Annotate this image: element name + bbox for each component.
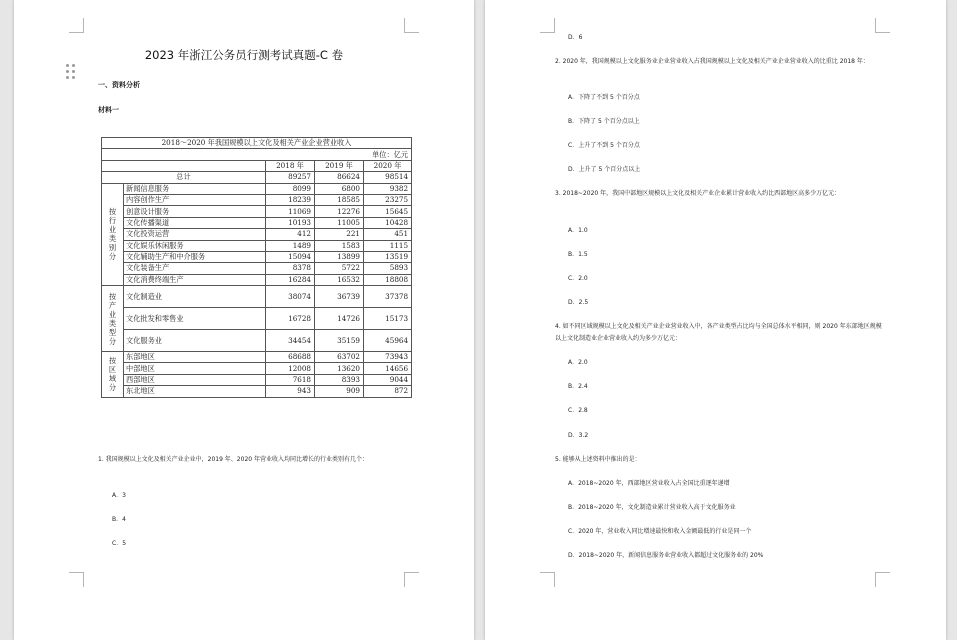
question-5-option-d: D．2018~2020 年，新闻信息服务业营业收入都超过文化服务业的 20% [568,552,764,559]
table-row [102,263,412,274]
question-3-stem: 3. 2018~2020 年，我国中部地区规模以上文化及相关产业企业累计营业收入约比西部地区高多少万亿元： [555,190,841,197]
table-cell-label: 文化娱乐休闲服务 [124,240,266,251]
table-cell: 73943 [364,352,412,363]
table-cell: 872 [364,386,412,397]
crop-mark-top-left [69,18,84,33]
material-heading: 材料一 [98,106,119,114]
table-cell: 7618 [266,374,315,385]
table-cell: 6800 [315,183,364,194]
question-1-option-c: C．5 [112,540,127,547]
table-cell: 9044 [364,374,412,385]
table-row [102,251,412,262]
table-cell: 11005 [315,217,364,228]
crop-mark-top-left [540,18,555,33]
table-group-label: 按 区 域 分 [102,352,124,398]
table-cell: 8099 [266,183,315,194]
table-row [102,374,412,385]
table-row [102,308,412,330]
table-cell: 16532 [315,274,364,285]
table-cell-label: 文化装备生产 [124,263,266,274]
table-cell: 38074 [266,286,315,308]
table-header-year: 2019 年 [315,160,364,171]
table-cell-label: 中部地区 [124,363,266,374]
table-cell: 16728 [266,308,315,330]
table-cell-label: 内容创作生产 [124,194,266,205]
table-cell: 909 [315,386,364,397]
table-cell: 15094 [266,251,315,262]
table-unit: 单位：亿元 [102,149,412,160]
table-row [102,206,412,217]
question-3-option-c: C．2.0 [568,275,588,282]
table-row [102,330,412,352]
table-cell: 18808 [364,274,412,285]
table-cell: 8378 [266,263,315,274]
table-row [102,229,412,240]
table-cell: 63702 [315,352,364,363]
table-cell: 5893 [364,263,412,274]
table-cell: 45964 [364,330,412,352]
table-row [102,363,412,374]
table-header-year: 2018 年 [266,160,315,171]
table-cell: 10193 [266,217,315,228]
table-group-label: 按 行 业 类 别 分 [102,183,124,286]
table-cell: 34454 [266,330,315,352]
block-drag-handle[interactable] [66,64,78,82]
table-header-year: 2020 年 [364,160,412,171]
table-cell: 13899 [315,251,364,262]
table-cell: 98514 [364,172,412,183]
question-3-option-a: A．1.0 [568,227,588,234]
table-cell: 14656 [364,363,412,374]
table-cell: 35159 [315,330,364,352]
question-1-option-a: A．3 [112,492,126,499]
question-5-option-c: C．2020 年，营业收入同比增速最快和收入金额最低的行业是同一个 [568,528,752,535]
table-cell: 36739 [315,286,364,308]
table-cell: 68688 [266,352,315,363]
table-cell: 9382 [364,183,412,194]
question-1-option-d: D．6 [568,34,583,41]
table-cell: 1115 [364,240,412,251]
table-cell: 13620 [315,363,364,374]
question-4-stem: 4. 如不同区域规模以上文化及相关产业企业营业收入中，各产业类型占比均与全国总体水平相同，则 2020 年东部地区规模以上文化制造业企业营业收入约为多少万亿元： [555,323,882,342]
table-cell: 23275 [364,194,412,205]
question-2-option-a: A．下降了不到 5 个百分点 [568,94,640,101]
crop-mark-bottom-right [875,572,890,587]
document-title: 2023 年浙江公务员行测考试真题-C 卷 [144,48,344,62]
crop-mark-bottom-left [69,572,84,587]
question-4-option-d: D．3.2 [568,432,589,439]
table-cell: 10428 [364,217,412,228]
table-cell-label: 总计 [102,172,266,183]
question-2-stem: 2. 2020 年，我国规模以上文化服务业企业营业收入占我国规模以上文化及相关产业企业营业收入的比重比 2018 年： [555,58,869,65]
table-cell-label: 西部地区 [124,374,266,385]
table-cell: 943 [266,386,315,397]
question-5-stem: 5. 能够从上述资料中推出的是： [555,456,641,463]
revenue-table [101,137,412,398]
table-cell: 12008 [266,363,315,374]
table-cell: 14726 [315,308,364,330]
question-2-option-d: D．上升了 5 个百分点以上 [568,166,641,173]
table-cell: 15645 [364,206,412,217]
table-cell: 16284 [266,274,315,285]
table-cell-label: 文化制造业 [124,286,266,308]
table-cell-label: 文化辅助生产和中介服务 [124,251,266,262]
question-5-option-a: A．2018~2020 年，西部地区营业收入占全国比重逐年递增 [568,480,730,487]
table-cell: 221 [315,229,364,240]
table-row [102,274,412,285]
table-cell: 86624 [315,172,364,183]
section-heading: 一、资料分析 [98,81,140,89]
question-1-stem: 1. 我国规模以上文化及相关产业企业中，2019 年、2020 年营业收入均同比增长的行业类别有几个： [98,456,368,463]
document-page-1 [14,0,474,640]
table-cell: 451 [364,229,412,240]
question-3-option-b: B．1.5 [568,251,588,258]
table-cell: 37378 [364,286,412,308]
document-page-2 [485,0,946,640]
table-row [102,183,412,194]
table-cell: 12276 [315,206,364,217]
table-row [102,217,412,228]
table-cell-label: 东北地区 [124,386,266,397]
table-cell: 89257 [266,172,315,183]
question-4-option-a: A．2.0 [568,359,588,366]
table-cell-label: 文化消费终端生产 [124,274,266,285]
table-row [102,386,412,397]
table-cell-label: 文化传播渠道 [124,217,266,228]
crop-mark-bottom-right [404,572,419,587]
table-row [102,240,412,251]
question-4-option-b: B．2.4 [568,383,588,390]
table-cell: 1583 [315,240,364,251]
table-cell: 8393 [315,374,364,385]
question-1-option-b: B．4 [112,516,126,523]
table-cell-label: 文化批发和零售业 [124,308,266,330]
table-row [102,352,412,363]
table-row [102,194,412,205]
question-3-option-d: D．2.5 [568,299,589,306]
table-cell: 1489 [266,240,315,251]
table-row [102,286,412,308]
crop-mark-top-right [404,18,419,33]
table-group-label: 按 产 业 类 型 分 [102,286,124,352]
table-cell-label: 创意设计服务 [124,206,266,217]
table-cell: 13519 [364,251,412,262]
table-cell: 18239 [266,194,315,205]
question-5-option-b: B．2018~2020 年，文化制造业累计营业收入高于文化服务业 [568,504,736,511]
table-row-total [102,172,412,183]
table-cell: 5722 [315,263,364,274]
table-cell: 11069 [266,206,315,217]
table-cell: 18585 [315,194,364,205]
table-header-blank [102,160,266,171]
table-cell: 412 [266,229,315,240]
crop-mark-top-right [875,18,890,33]
question-2-option-b: B．下降了 5 个百分点以上 [568,118,640,125]
question-4-option-c: C．2.8 [568,407,588,414]
table-cell-label: 新闻信息服务 [124,183,266,194]
question-2-option-c: C．上升了不到 5 个百分点 [568,142,640,149]
table-cell: 15173 [364,308,412,330]
table-cell-label: 东部地区 [124,352,266,363]
table-cell-label: 文化投资运营 [124,229,266,240]
table-cell-label: 文化服务业 [124,330,266,352]
crop-mark-bottom-left [540,572,555,587]
table-caption: 2018～2020 年我国规模以上文化及相关产业企业营业收入 [102,138,412,149]
